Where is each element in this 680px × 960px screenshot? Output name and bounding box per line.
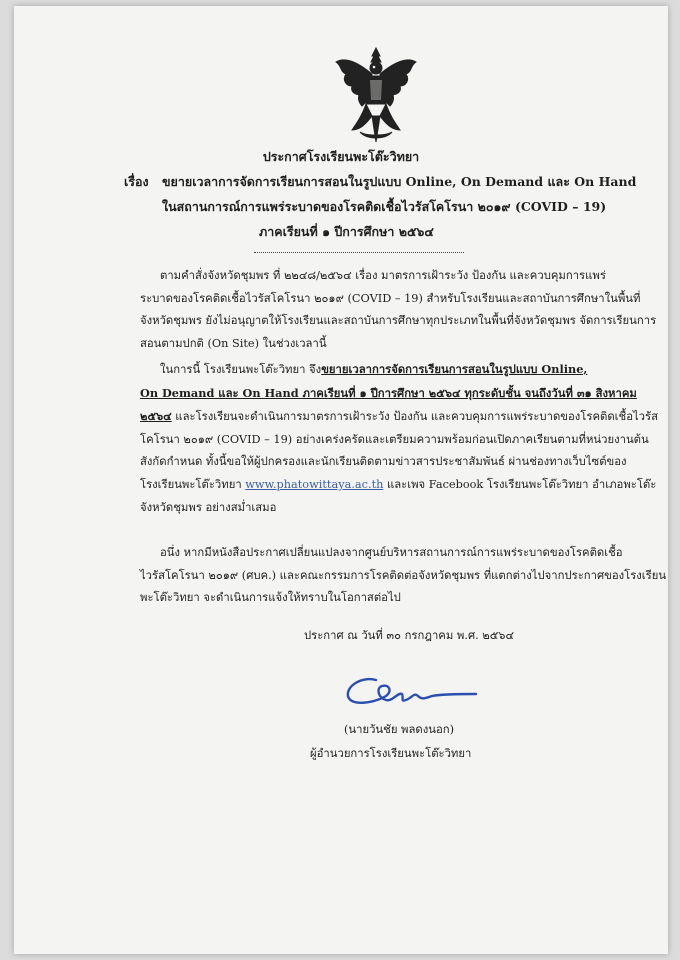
subject-label: เรื่อง: [124, 174, 149, 189]
p2-line2-bold: On Demand และ On Hand ภาคเรียนที่ ๑ ปีการศึกษา ๒๕๖๔ ทุกระดับชั้น จนถึงวันที่ ๓๑ สิงหาคม: [140, 385, 637, 400]
document-page: [14, 6, 668, 954]
p3-line: อนึ่ง หากมีหนังสือประกาศเปลี่ยนแปลงจากศูนย์บริหารสถานการณ์การแพร่ระบาดของโรคติดเชื้อ: [160, 546, 623, 559]
p1-line: ตามคำสั่งจังหวัดชุมพร ที่ ๒๒๔๘/๒๕๖๔ เรื่อง มาตรการเฝ้าระวัง ป้องกัน และควบคุมการแพร่: [160, 269, 606, 282]
p1-line: สอนตามปกติ (On Site) ในช่วงเวลานี้: [140, 336, 327, 350]
paragraph-1: [140, 265, 657, 355]
p1-line: จังหวัดชุมพร ยังไม่อนุญาตให้โรงเรียนและสถาบันการศึกษาทุกประเภทในพื้นที่จังหวัดชุมพร จัดการเรียนการ: [140, 314, 657, 328]
paragraph-2: [140, 358, 658, 519]
announcement-date: ประกาศ ณ วันที่ ๓๐ กรกฎาคม พ.ศ. ๒๕๖๔: [304, 629, 515, 642]
p3-line: ไวรัสโคโรนา ๒๐๑๙ (ศบค.) และคณะกรรมการโรคติดต่อจังหวัดชุมพร ที่แตกต่างไปจากประกาศของโรงเรียน: [140, 568, 667, 582]
p1-line: ระบาดของโรคติดเชื้อไวรัสโคโรนา ๒๐๑๙ (COVID – 19) สำหรับโรงเรียนและสถาบันการศึกษาในพื้นที่: [140, 291, 641, 305]
p2-line3-bold: ๒๕๖๔: [140, 409, 172, 424]
paragraph-3: [140, 542, 667, 610]
p2-line: สังกัดกำหนด ทั้งนี้ขอให้ผู้ปกครองและนักเรียนติดตามข่าวสารประชาสัมพันธ์ ผ่านช่องทางเว็บไซต์ของ: [140, 455, 627, 469]
p2-line: [140, 382, 637, 406]
subject-line-2: ในสถานการณ์การแพร่ระบาดของโรคติดเชื้อไวรัสโคโรนา ๒๐๑๙ (COVID – 19): [162, 199, 607, 214]
p2-line1-bold: ขยายเวลาการจัดการเรียนการสอนในรูปแบบ Online,: [321, 362, 588, 376]
garuda-emblem-icon: [332, 46, 420, 146]
p2-line: [140, 358, 606, 382]
p2-line: จังหวัดชุมพร อย่างสม่ำเสมอ: [140, 500, 277, 514]
header-divider: [254, 252, 464, 253]
signature-icon: [342, 672, 478, 712]
subject-line-1: ขยายเวลาการจัดการเรียนการสอนในรูปแบบ Online, On Demand และ On Hand: [162, 174, 637, 189]
announcement-title: ประกาศโรงเรียนพะโต๊ะวิทยา: [262, 149, 420, 164]
p2-line: [140, 405, 658, 429]
p2-line6-post: และเพจ Facebook โรงเรียนพะโต๊ะวิทยา อำเภอพะโต๊ะ: [383, 477, 657, 491]
p2-line1-plain: ในการนี้ โรงเรียนพะโต๊ะวิทยา จึง: [160, 363, 322, 376]
signer-name: (นายวันชัย พลดงนอก): [344, 723, 455, 736]
p2-line: [140, 474, 657, 497]
p2-line: โคโรนา ๒๐๑๙ (COVID – 19) อย่างเคร่งครัดและเตรียมความพร้อมก่อนเปิดภาคเรียนตามที่หน่วยงานต้น: [140, 432, 649, 446]
p2-line6-pre: โรงเรียนพะโต๊ะวิทยา: [140, 477, 246, 491]
school-website-link[interactable]: www.phatowittaya.ac.th: [245, 477, 384, 491]
subject-line-3: ภาคเรียนที่ ๑ ปีการศึกษา ๒๕๖๔: [259, 224, 434, 239]
p3-line: พะโต๊ะวิทยา จะดำเนินการแจ้งให้ทราบในโอกาสต่อไป: [140, 591, 401, 605]
p2-line3-plain: และโรงเรียนจะดำเนินการมาตรการเฝ้าระวัง ป้องกัน และควบคุมการแพร่ระบาดของโรคติดเชื้อไวรัส: [171, 410, 658, 424]
signer-title: ผู้อำนวยการโรงเรียนพะโต๊ะวิทยา: [310, 747, 472, 760]
